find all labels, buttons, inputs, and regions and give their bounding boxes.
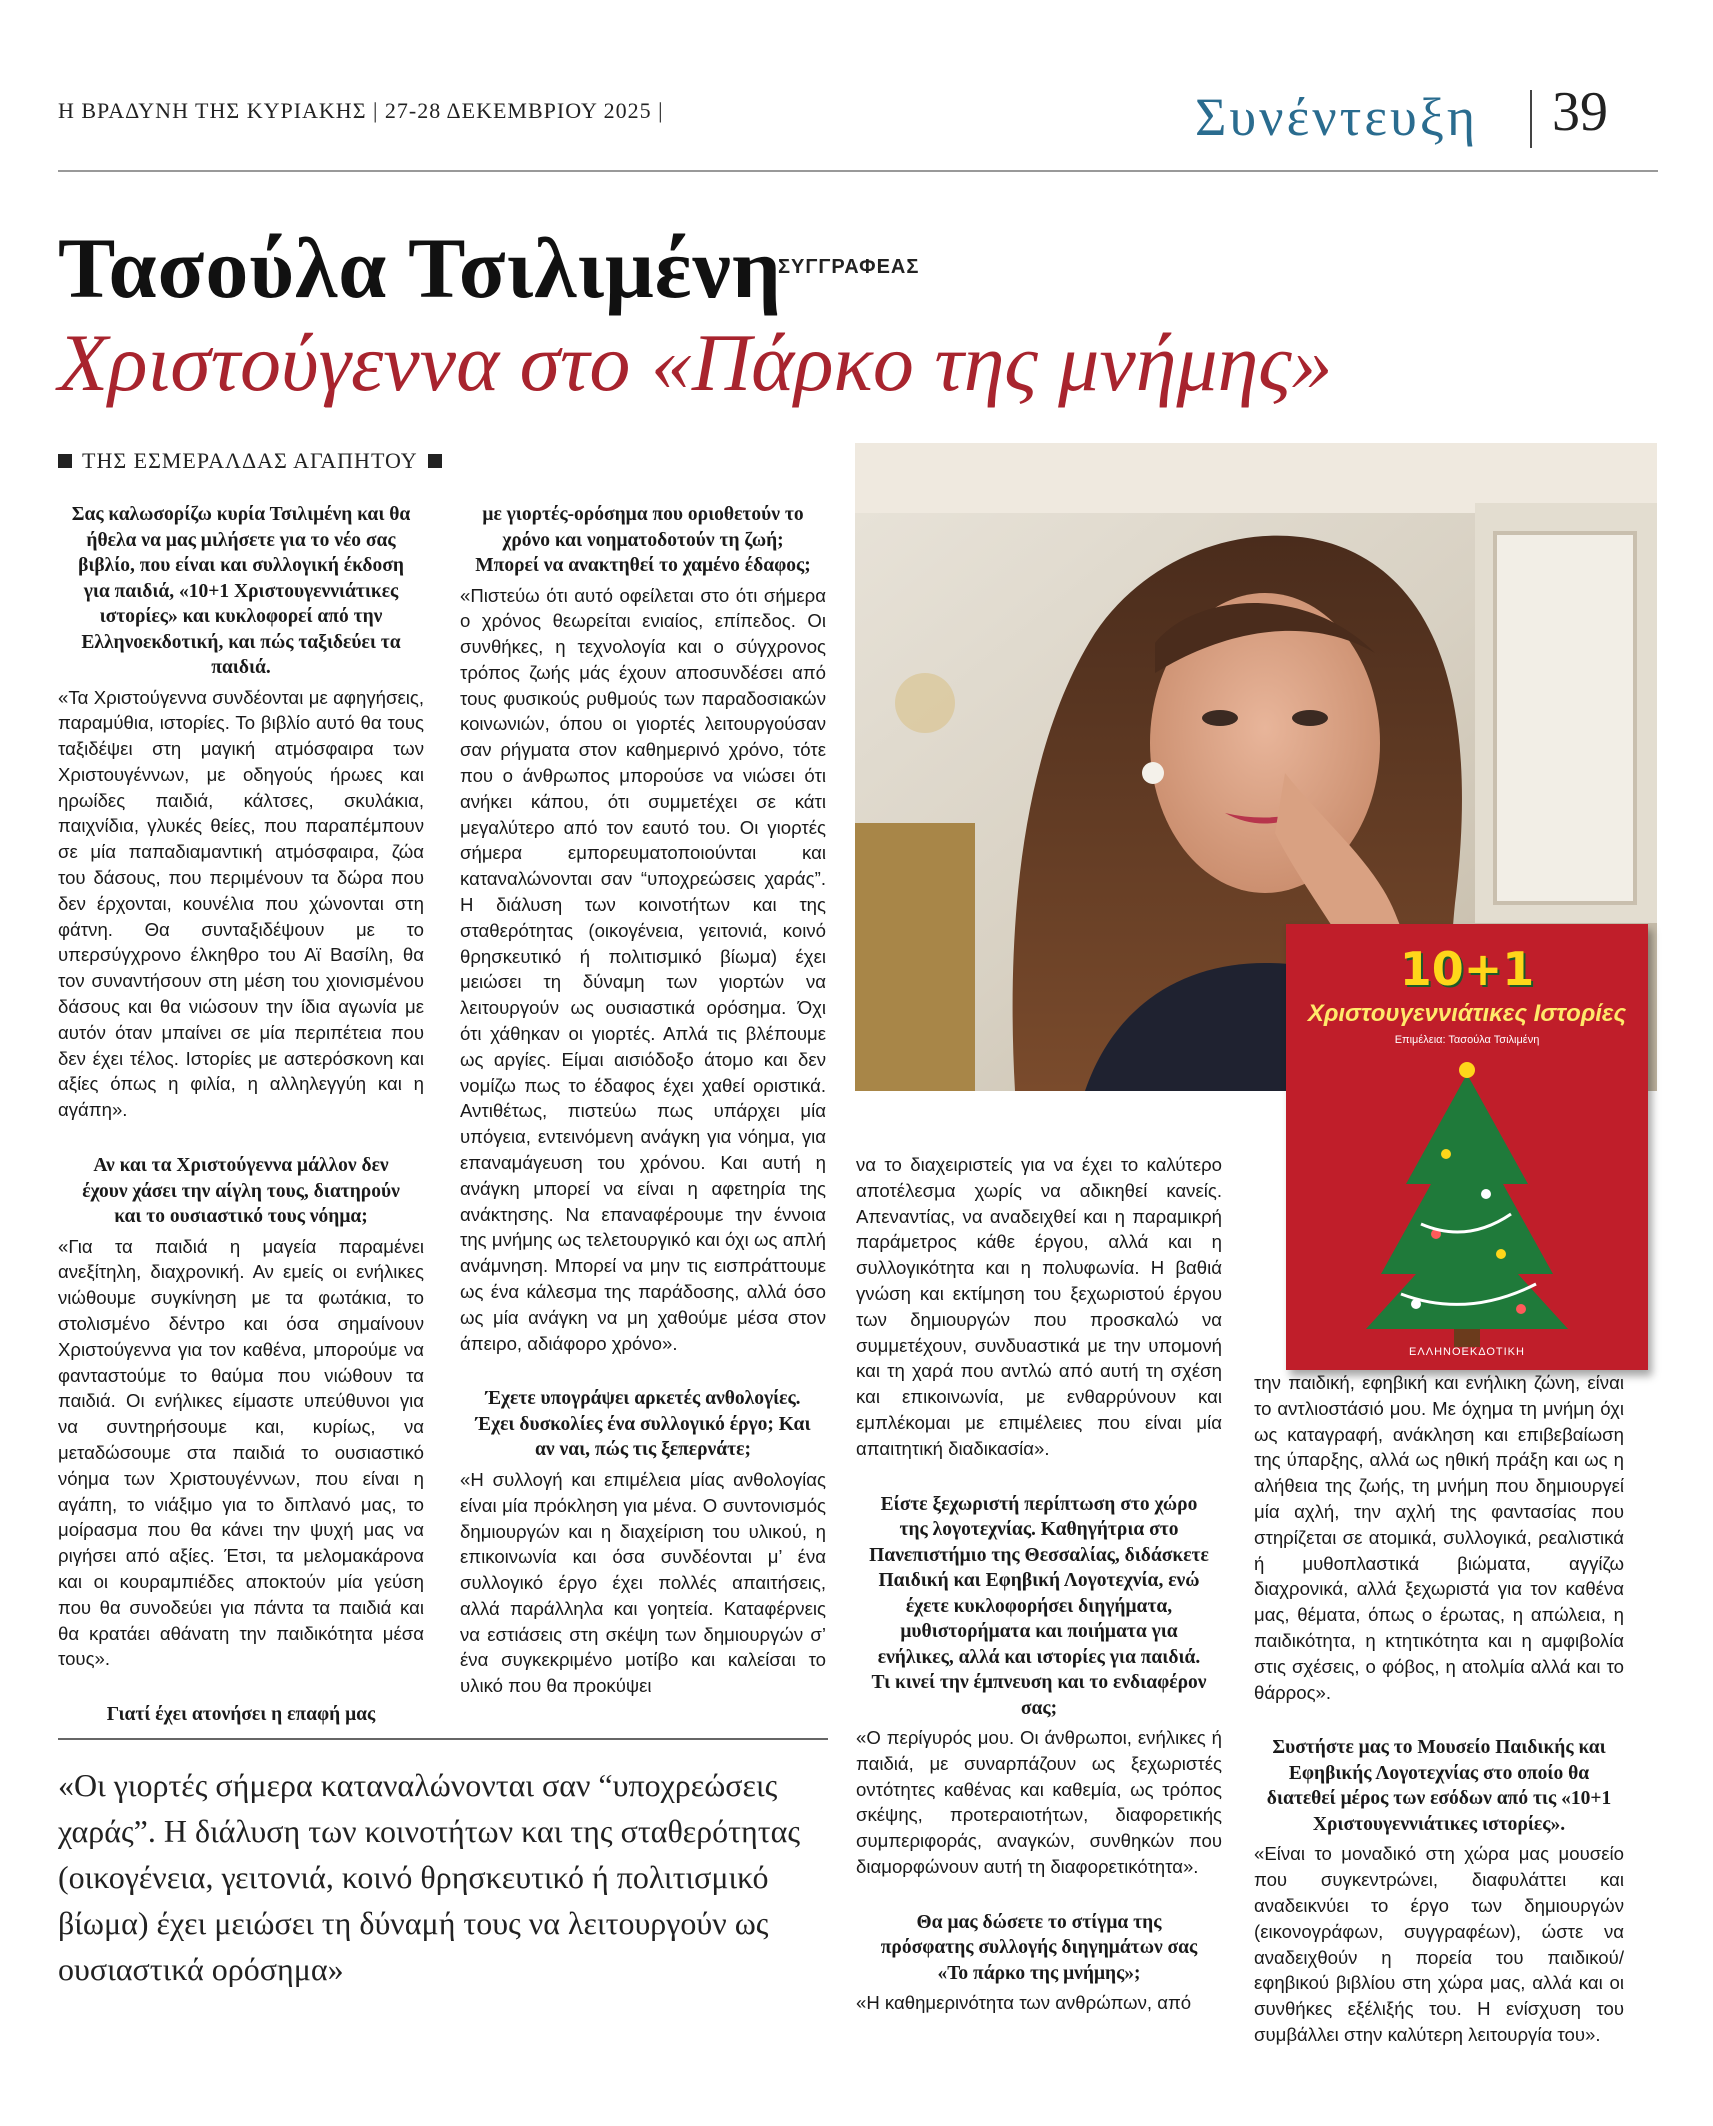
interview-question: Έχετε υπογράψει αρκετές ανθολογίες. Έχει δυσκολίες ένα συλλογικό έργο; Και αν ναι, πώς τις ξεπερνάτε;	[475, 1388, 811, 1461]
book-publisher: ΕΛΛΗΝΟΕΚΔΟΤΙΚΗ	[1409, 1346, 1525, 1358]
column-2	[460, 502, 826, 1699]
column-3	[856, 1152, 1222, 2016]
interview-question: με γιορτές-ορόσημα που οριοθετούν το χρόνο και νοηματοδοτούν τη ζωή; Μπορεί να ανακτηθεί το χαμένο έδαφος;	[475, 504, 811, 576]
interview-answer: «Είναι το μοναδικό στη χώρα μας μουσείο που συγκεντρώνει, διαφυλάττει και αναδεικνύει το έργο των δημιουργών (εικονογράφων, συγγραφέων), ώστε να αναδειχθούν η πορεία του παιδικού/εφηβικού βιβλίου στη χώρα μας, αλλά και οι συνθήκες εξέλιξής του. Η ενίσχυση του συμβάλλει στην καλύτερη λειτουργία του».	[1254, 1843, 1624, 2045]
byline	[58, 448, 442, 474]
masthead: Η ΒΡΑΔΥΝΗ ΤΗΣ ΚΥΡΙΑΚΗΣ | 27-28 ΔΕΚΕΜΒΡΙΟΥ 2025 |	[58, 98, 664, 123]
section-title: Συνέντευξη	[1195, 87, 1479, 147]
paragraph-gap	[856, 1880, 1222, 1910]
interview-answer: «Πιστεύω ότι αυτό οφείλεται στο ότι σήμερα ο χρόνος θεωρείται ενιαίος, επίπεδος. Οι συνθήκες, η τεχνολογία και ο σύγχρονος τρόπος ζωής μάς έχουν αποσυνδέσει από τους φυσικούς ρυθμούς των παραδοσιακών κοινωνιών, όπου οι γιορτές λειτουργούσαν σαν ρήγματα στον καθημερινό χρόνο, τότε που ο άνθρωπος μπορούσε να νιώσει ότι ανήκει κάπου, ότι συμμετέχει σε κάτι μεγαλύτερο από τον εαυτό του. Οι γιορτές σήμερα εμπορευματοποιούνται και καταναλώνονται σαν “υποχρεώσεις χαράς”. Η διάλυση των κοινοτήτων και της σταθερότητας (οικογένεια, γειτονιά, κοινό θρησκευτικό ή πολιτισμικό βίωμα) έχει μειώσει τη δύναμη των γιορτών να λειτουργούν ως ουσιαστικά ορόσημα. Όχι ότι χάθηκαν οι γιορτές. Απλά τις βλέπουμε ως αργίες. Είμαι αισιόδοξο άτομο και δεν νομίζω πως το έδαφος έχει χαθεί οριστικά. Αντιθέτως, πιστεύω πως υπάρχει μία υπόγεια, εντεινόμενη ανάγκη για νόημα, για επαναμάγευση του χρόνου. Και αυτή η ανάγκη μπορεί να είναι η αφετηρία της ανάκτησης. Να επαναφέρουμε την έννοια της μνήμης ως τελετουργικό και όχι ως απλή ανάμνηση. Μπορεί να μην τις εισπράττουμε ως ένα κάλεσμα της παράδοσης, αλλά όσο ως μία ανάγκη να μη χαθούμε μέσα στον άπειρο, αδιάφορο χρόνο».	[460, 584, 826, 1354]
question-spacer	[58, 1728, 424, 1732]
paragraph-gap	[58, 1672, 424, 1702]
interview-answer: «Η καθημερινότητα των ανθρώπων, από	[856, 1992, 1192, 2014]
book-number: 10+1	[1399, 942, 1535, 996]
header-divider	[1530, 90, 1532, 148]
interview-answer: να το διαχειριστείς για να έχει το καλύτερο αποτέλεσμα χωρίς να αδικηθεί κανείς. Απεναντίας, να αναδειχθεί και η παραμικρή παράμετρος κάθε έργου, αλλά και η συλλογικότητα και η πολυφωνία. Η βαθιά γνώση και εκτίμηση του ξεχωριστού έργου των δημιουργών που προσκαλώ να συμμετέχουν, συνδυαστικά με την υπομονή και τη χαρά που αντλώ από αυτή τη σχέση και επικοινωνία, με ενθαρρύνουν και εμπλέκομαι με επιμέλειες που είναι μία απαιτητική διαδικασία».	[856, 1154, 1222, 1459]
bullet-square-icon	[58, 454, 72, 468]
header-rule	[58, 170, 1658, 172]
paragraph-gap	[460, 1356, 826, 1386]
interview-question: Γιατί έχει ατονήσει η επαφή μας	[106, 1704, 376, 1726]
interview-answer: την παιδική, εφηβική και ενήλικη ζώνη, είναι το αντλιοστάσιό μου. Με όχημα τη μνήμη όχι ως καταγραφή, ανάκληση και επιβεβαίωση της ύπαρξης, αλλά ως ηθική πράξη και ως η αλήθεια της ζωής, τη μνήμη που δημιουργεί μία αχλή, την αχλή της φαντασίας που στηρίζεται σε ατομικά, συλλογικά, ρεαλιστικά ή μυθοπλαστικά βιώματα, αγγίζω διαχρονικά, αλλά ξεχωριστά για τον καθένα μας, θέματα, όπως ο έρωτας, η απώλεια, η παιδικότητα, η κτητικότητα και η αμφιβολία στις σχέσεις, ο φόβος, η ατολμία αλλά και το θάρρος».	[1254, 1372, 1624, 1703]
column-1	[58, 502, 424, 1732]
pullquote-rule	[58, 1738, 828, 1740]
paragraph-gap	[58, 1123, 424, 1153]
page-number: 39	[1552, 81, 1608, 143]
interview-question: Συστήστε μας το Μουσείο Παιδικής και Εφηβικής Λογοτεχνίας στο οποίο θα διατεθεί μέρος των εσόδων από τις «10+1 Χριστουγεννιάτικες ιστορίες».	[1266, 1737, 1612, 1835]
pullquote: «Οι γιορτές σήμερα καταναλώνονται σαν “υποχρεώσεις χαράς”. Η διάλυση των κοινοτήτων και της σταθερότητας (οικογένεια, γειτονιά, κοινό θρησκευτικό ή πολιτισμικό βίωμα) έχει μειώσει τη δύναμή τους να λειτουργούν ως ουσιαστικά ορόσημα»	[58, 1767, 801, 1987]
paragraph-gap	[856, 1462, 1222, 1492]
christmas-tree-icon	[1286, 924, 1648, 1370]
interview-question: Είστε ξεχωριστή περίπτωση στο χώρο της λογοτεχνίας. Καθηγήτρια στο Πανεπιστήμιο της Θεσσαλίας, διδάσκετε Παιδική και Εφηβική Λογοτεχνία, ενώ έχετε κυκλοφορήσει διηγήματα, μυθιστορήματα και ποιήματα για ενήλικες, αλλά και ιστορίες για παιδιά. Τι κινεί την έμπνευση και το ενδιαφέρον σας;	[869, 1493, 1209, 1719]
paragraph-gap	[1254, 1705, 1624, 1735]
book-cover	[1286, 924, 1648, 1370]
interview-question: Θα μας δώσετε το στίγμα της πρόσφατης συλλογής διηγημάτων σας «Το πάρκο της μνήμης»;	[880, 1911, 1198, 1984]
interview-question: Σας καλωσορίζω κυρία Τσιλιμένη και θα ήθελα να μας μιλήσετε για το νέο σας βιβλίο, που είναι και συλλογική έκδοση για παιδιά, «10+1 Χριστουγεννιάτικες ιστορίες» και κυκλοφορεί από την Ελληνοεκδοτική, και πώς ταξιδεύει τα παιδιά.	[71, 504, 411, 678]
interviewee-role: ΣΥΓΓΡΑΦΕΑΣ	[778, 256, 920, 278]
book-title: Χριστουγεννιάτικες Ιστορίες	[1307, 1000, 1627, 1027]
column-4	[1254, 1370, 1624, 2048]
interview-answer: «Η συλλογή και επιμέλεια μίας ανθολογίας είναι μία πρόκληση για μένα. Ο συντονισμός δημιουργών και η διαχείριση του υλικού, η επικοινωνία και όσα συνδέονται μ’ ένα συλλογικό έργο έχει πολλές απαιτήσεις, αλλά παράλληλα και γοητεία. Καταφέρνεις να εστιάσεις στη σκέψη των δημιουργών σ’ ένα συγκεκριμένο μοτίβο και καλείσαι το υλικό που θα προκύψει	[460, 1468, 826, 1697]
headline: Χριστούγεννα στο «Πάρκο της μνήμης»	[58, 317, 1333, 408]
byline-text: ΤΗΣ ΕΣΜΕΡΑΛΔΑΣ ΑΓΑΠΗΤΟΥ	[82, 448, 418, 473]
interview-answer: «Για τα παιδιά η μαγεία παραμένει ανεξίτηλη, διαχρονική. Αν εμείς οι ενήλικες νιώθουμε συγκίνηση με τα φωτάκια, το στολισμένο δέντρο και όσα σημαίνουν Χριστούγεννα για τον καθένα, μπορούμε να φανταστούμε το θαύμα που νιώθουν τα παιδιά. Οι ενήλικες είμαστε υπεύθυνοι για να συντηρήσουμε και, κυρίως, να μεταδώσουμε στα παιδιά το ουσιαστικό νόημα των Χριστουγέννων, που είναι η αγάπη, το νιάξιμο για το διπλανό μας, το μοίρασμα που θα κάνει την ψυχή μας να ριγήσει από αξίες. Έτσι, τα μελομακάρονα και οι κουραμπιέδες αποκτούν μία γεύση που θα συνοδεύει για πάντα τα παιδιά και θα κρατάει αθάνατη την παιδικότητα μέσα τους».	[58, 1235, 424, 1670]
bullet-square-icon	[428, 454, 442, 468]
interview-answer: «Τα Χριστούγεννα συνδέονται με αφηγήσεις, παραμύθια, ιστορίες. Το βιβλίο αυτό θα τους ταξιδέψει στη μαγική ατμόσφαιρα των Χριστουγέννων, με οδηγούς ήρωες και ηρωίδες παιδιά, κάλτσες, σκυλάκια, παιχνίδια, γλυκές θείες, που παραπέμπουν σε μία παπαδιαμαντική ατμόσφαιρα, ζώα του δάσους, που περιμένουν τα δώρα που δεν έρχονται, κουνέλια που χώνονται στη φάτνη. Θα συνταξιδέψουν με το υπερσύγχρονο έλκηθρο του Αϊ Βασίλη, θα τον συναντήσουν στη μέση του χιονισμένου δάσους και θα νιώσουν την ίδια αγωνία με αυτόν όταν μπαίνει σε μία περιπέτεια που δεν έχει τέλος. Ιστορίες με αστερόσκονη και αξίες όπως η φιλία, η αλληλεγγύη και η αγάπη».	[58, 686, 424, 1121]
book-subtitle: Επιμέλεια: Τασούλα Τσιλιμένη	[1394, 1034, 1540, 1046]
interviewee-name: Τασούλα Τσιλιμένη	[58, 220, 782, 316]
interview-question: Αν και τα Χριστούγεννα μάλλον δεν έχουν χάσει την αίγλη τους, διατηρούν και το ουσιαστικό τους νόημα;	[82, 1155, 400, 1228]
interview-answer: «Ο περίγυρός μου. Οι άνθρωποι, ενήλικες ή παιδιά, με συναρπάζουν ως ξεχωριστές οντότητες καθένας και καθεμία, ως τρόπος σκέψης, προτεραιοτήτων, διαφορετικής συμπεριφοράς, αναγκών, συνθηκών που διαμορφώνουν αυτή τη διαφορετικότητα».	[856, 1727, 1222, 1878]
